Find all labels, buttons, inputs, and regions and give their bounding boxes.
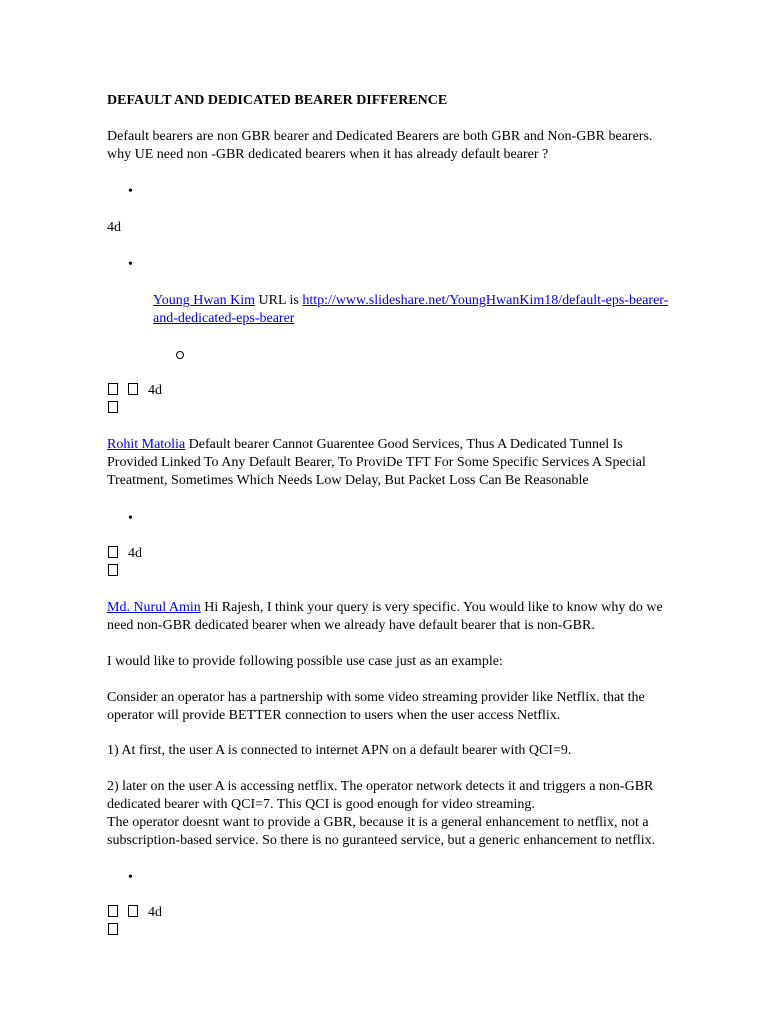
timestamp: 4d	[107, 220, 121, 235]
action-row	[108, 545, 142, 563]
comment-nurul-amin-step-1: 1) At first, the user A is connected to internet APN on a default bearer with QCI=9.	[107, 743, 572, 758]
action-row-more	[108, 400, 128, 418]
reply-icon[interactable]	[128, 905, 138, 917]
author-link-young-hwan-kim[interactable]: Young Hwan Kim	[153, 293, 256, 308]
comment-nurul-amin-step-2-line-2: dedicated bearer with QCI=7. This QCI is good enough for video streaming.	[107, 797, 535, 812]
more-icon[interactable]	[108, 564, 118, 576]
comment-nurul-amin-step-2-line-1: 2) later on the user A is accessing netflix. The operator network detects it and triggers a non-GBR	[107, 779, 654, 794]
like-icon[interactable]	[108, 546, 118, 558]
comment-young-hwan-kim-line-2	[153, 310, 294, 328]
author-link-rohit-matolia[interactable]: Rohit Matolia	[107, 437, 186, 452]
question-line-2: why UE need non -GBR dedicated bearers when it has already default bearer ?	[107, 147, 549, 162]
action-row-more	[108, 563, 128, 581]
comment-nurul-amin-step-2-line-4: subscription-based service. So there is no guranteed service, but a generic enhancement to netflix.	[107, 833, 656, 848]
comment-text: Hi Rajesh, I think your query is very specific. You would like to know why do we	[200, 600, 663, 615]
slideshare-url-link-continued[interactable]: and-dedicated-eps-bearer	[153, 311, 295, 326]
action-row	[108, 904, 162, 922]
action-row-more	[108, 922, 128, 940]
more-icon[interactable]	[108, 401, 118, 413]
comment-nurul-amin-paragraph-3-line-2: operator will provide BETTER connection to users when the user access Netflix.	[107, 708, 561, 723]
comment-rohit-matolia-line-1	[107, 436, 623, 454]
comment-nurul-amin-paragraph-2: I would like to provide following possible use case just as an example:	[107, 654, 503, 669]
slideshare-url-link[interactable]: http://www.slideshare.net/YoungHwanKim18/default-eps-bearer-	[302, 293, 669, 308]
timestamp: 4d	[148, 383, 162, 398]
like-icon[interactable]	[108, 383, 118, 395]
bullet-marker: •	[128, 184, 133, 199]
bullet-marker: •	[128, 257, 133, 272]
comment-text: URL is	[255, 293, 303, 308]
comment-young-hwan-kim-line-1	[153, 292, 668, 310]
timestamp: 4d	[148, 905, 162, 920]
action-row	[108, 382, 162, 400]
comment-rohit-matolia-line-3: Treatment, Sometimes Which Needs Low Delay, But Packet Loss Can Be Reasonable	[107, 473, 589, 488]
reply-icon[interactable]	[128, 383, 138, 395]
comment-nurul-amin-line-1	[107, 599, 663, 617]
author-link-nurul-amin[interactable]: Md. Nurul Amin	[107, 600, 201, 615]
timestamp: 4d	[128, 546, 142, 561]
bullet-marker: •	[128, 511, 133, 526]
comment-nurul-amin-step-2-line-3: The operator doesnt want to provide a GBR, because it is a general enhancement to netflix, not a	[107, 815, 649, 830]
sub-bullet-circle	[176, 351, 184, 359]
more-icon[interactable]	[108, 923, 118, 935]
comment-nurul-amin-line-2: need non-GBR dedicated bearer when we already have default bearer that is non-GBR.	[107, 618, 595, 633]
comment-nurul-amin-paragraph-3-line-1: Consider an operator has a partnership with some video streaming provider like Netflix. that the	[107, 690, 645, 705]
like-icon[interactable]	[108, 905, 118, 917]
comment-text: Default bearer Cannot Guarentee Good Services, Thus A Dedicated Tunnel Is	[185, 437, 623, 452]
page-title: DEFAULT AND DEDICATED BEARER DIFFERENCE	[107, 93, 448, 108]
question-line-1: Default bearers are non GBR bearer and Dedicated Bearers are both GBR and Non-GBR bearers.	[107, 129, 653, 144]
bullet-marker: •	[128, 870, 133, 885]
comment-rohit-matolia-line-2: Provided Linked To Any Default Bearer, To ProviDe TFT For Some Specific Services A Special	[107, 455, 646, 470]
